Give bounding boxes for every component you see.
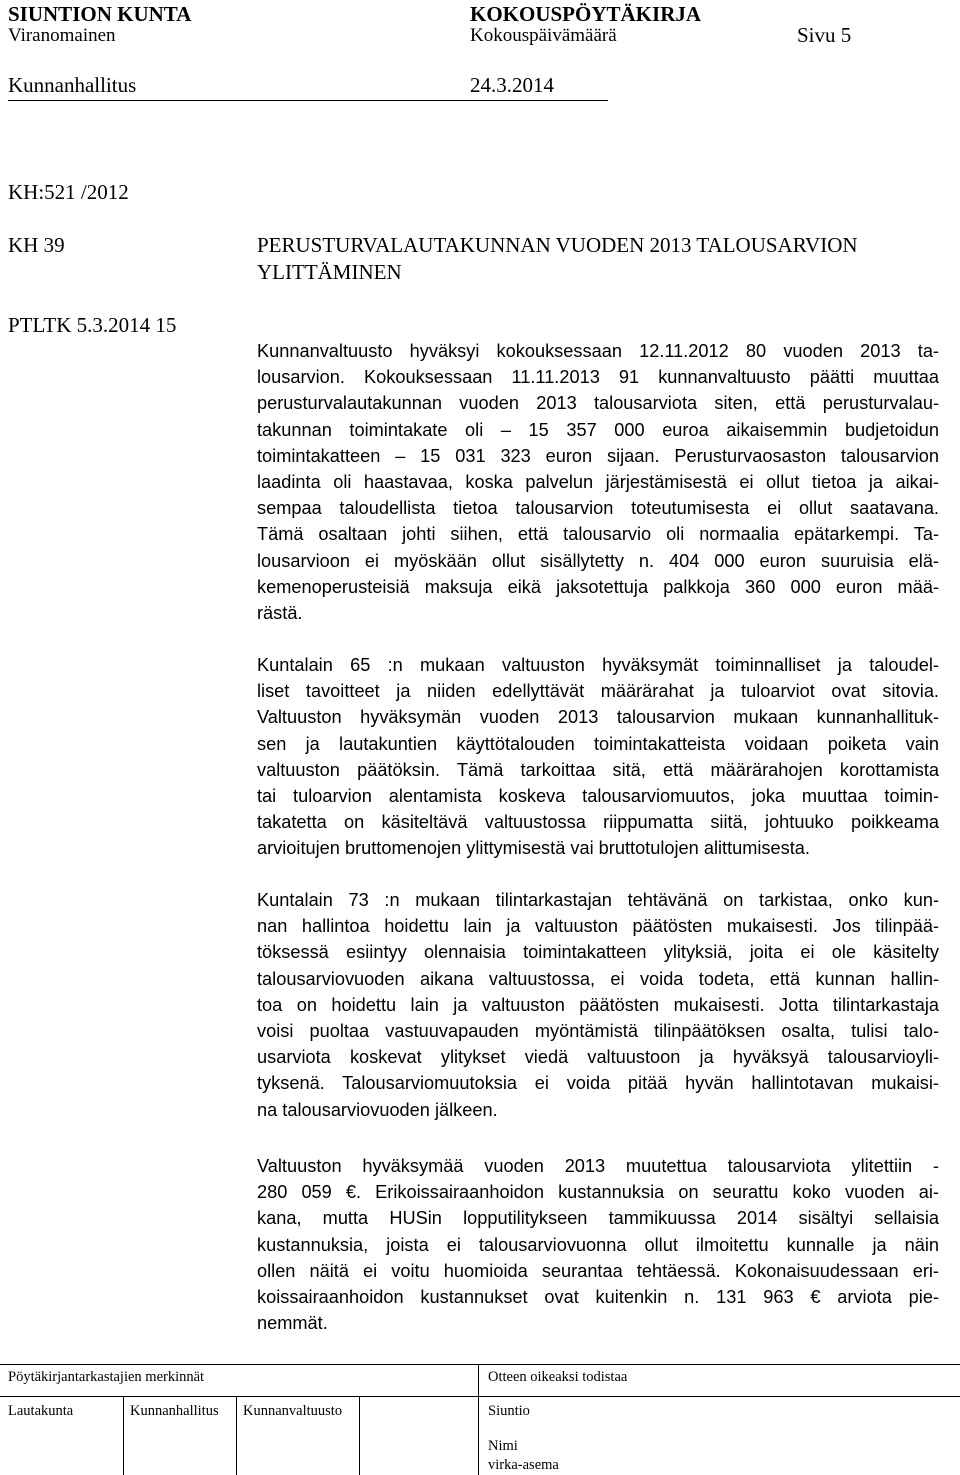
text-line: kustannuksia, joista ei talousarviovuonna ollut ilmoitettu kunnalle ja näin <box>257 1234 939 1255</box>
text-line: arvioitujen bruttomenojen ylittymisestä vai bruttotulojen alittumisesta. <box>257 838 810 859</box>
org-name: SIUNTION KUNTA <box>8 2 192 26</box>
text-line: rästä. <box>257 603 303 624</box>
header-rule <box>8 100 608 101</box>
text-line: Kunnanvaltuusto hyväksyi kokouksessaan 12.11.2012 80 vuoden 2013 ta- <box>257 341 939 361</box>
text-line: lousarvion. Kokouksessaan 11.11.2013 91 kunnanvaltuusto päätti muuttaa <box>257 367 939 388</box>
footer-mid-rule <box>0 1396 960 1397</box>
text-line: Tämä osaltaan johti siihen, että talousarvio oli normaalia epätarkempi. Ta- <box>257 524 939 545</box>
text-line: toa on hoidettu lain ja valtuuston päätösten mukaisesti. Jotta tilintarkastaja <box>257 994 939 1015</box>
paragraph-budget-history <box>257 338 939 626</box>
text-line: toimintakatteen – 15 031 323 euron sijaan. Perusturvaosaston talousarvion <box>257 445 939 466</box>
authority-label: Viranomainen <box>8 25 116 46</box>
page-number: Sivu 5 <box>797 23 852 47</box>
text-line: Valtuuston hyväksymää vuoden 2013 muutettua talousarviota ylitettiin - <box>257 1156 939 1176</box>
reviewers-label: Pöytäkirjantarkastajien merkinnät <box>8 1369 205 1385</box>
text-line: ollen näitä ei voitu huomioida seurantaa tehtäessä. Kokonaisuudessaan eri- <box>257 1260 939 1281</box>
text-line: kemenoperusteisiä maksuja eikä jaksotettuja palkkoja 360 000 euron mää- <box>257 576 939 597</box>
text-line: sen ja lautakuntien käyttötalouden toimintakatteista voidaan poiketa vain <box>257 733 939 754</box>
text-line: Kuntalain 65 :n mukaan valtuuston hyväksymät toiminnalliset ja taloudel- <box>257 655 939 675</box>
text-line: na talousarviovuoden jälkeen. <box>257 1099 498 1120</box>
kh-paragraph: KH 39 <box>8 233 65 257</box>
text-line: Valtuuston hyväksymän vuoden 2013 talousarvion mukaan kunnanhallituk- <box>257 707 939 728</box>
case-title-line2: YLITTÄMINEN <box>257 260 402 284</box>
text-line: nemmät. <box>257 1313 328 1334</box>
document-type: KOKOUSPÖYTÄKIRJA <box>470 2 702 26</box>
authority-value: Kunnanhallitus <box>8 73 137 97</box>
text-line: perusturvalautakunnan vuoden 2013 talousarviota siten, että perusturvalau- <box>257 393 939 414</box>
kh-reference: KH:521 /2012 <box>8 180 129 204</box>
text-line: 280 059 €. Erikoissairaanhoidon kustannuksia on seurattu koko vuoden ai- <box>257 1182 939 1203</box>
text-line: takatetta on käsiteltävä valtuustossa riippumatta siitä, johtuuko poikkeama <box>257 812 939 833</box>
footer-col-kunnanvaltuusto: Kunnanvaltuusto <box>243 1403 343 1419</box>
footer-name-label: Nimi <box>488 1438 518 1454</box>
paragraph-overrun <box>257 1153 939 1336</box>
text-line: töksessä esiintyy olennaisia toimintakatteen ylityksiä, joita ei ole käsitelty <box>257 942 939 963</box>
footer-col-divider-1 <box>123 1396 124 1475</box>
text-line: tai tuloarvion alentamista koskeva talousarviomuutos, joka muuttaa toimin- <box>257 786 939 807</box>
footer-col-lautakunta: Lautakunta <box>8 1403 74 1419</box>
meeting-date-value: 24.3.2014 <box>470 73 554 97</box>
text-line: tyksenä. Talousarviomuutoksia ei voida pitää hyvän hallintotavan mukaisi- <box>257 1073 939 1094</box>
footer-top-rule <box>0 1364 960 1365</box>
ptltk-paragraph: PTLTK 5.3.2014 15 <box>8 313 177 337</box>
footer-col-kunnanhallitus: Kunnanhallitus <box>130 1403 219 1419</box>
case-title-line1: PERUSTURVALAUTAKUNNAN VUODEN 2013 TALOUSARVION <box>257 233 858 257</box>
text-line: nan hallintoa hoidettu lain ja valtuuston päätösten mukaisesti. Jos tilinpää- <box>257 916 939 937</box>
meeting-date-label: Kokouspäivämäärä <box>470 25 617 46</box>
text-line: valtuuston päätöksin. Tämä tarkoittaa sitä, että määrärahojen korottamista <box>257 759 939 780</box>
footer-divider <box>478 1364 479 1475</box>
text-line: Kuntalain 73 :n mukaan tilintarkastajan tehtävänä on tarkistaa, onko kun- <box>257 890 939 910</box>
footer-col-divider-2 <box>236 1396 237 1475</box>
footer-col-divider-3 <box>359 1396 360 1475</box>
text-line: laadinta oli haastavaa, koska palvelun järjestämisestä ei ollut tietoa ja aikai- <box>257 472 939 493</box>
text-line: sempaa taloudellista tietoa talousarvion toteutumisesta ei ollut saatavana. <box>257 498 939 519</box>
footer-place: Siuntio <box>488 1403 530 1419</box>
text-line: koissairaanhoidon kustannukset ovat kuitenkin n. 131 963 € arviota pie- <box>257 1287 939 1308</box>
text-line: voisi puoltaa vastuuvapauden myöntämistä tilinpäätöksen osalta, tulisi talo- <box>257 1021 939 1042</box>
text-line: liset tavoitteet ja niiden edellyttävät määrärahat ja tuloarviot ovat sitovia. <box>257 681 939 702</box>
paragraph-kuntalaki-65 <box>257 652 939 862</box>
text-line: takunnan toimintakate oli – 15 357 000 euroa aikaisemmin budjetoidun <box>257 419 939 440</box>
text-line: lousarvioon ei myöskään ollut sisällytetty n. 404 000 euron suuruisia elä- <box>257 550 939 571</box>
text-line: kana, mutta HUSin lopputilitykseen tammikuussa 2014 sisältyi sellaisia <box>257 1208 939 1229</box>
footer-title-label: virka-asema <box>488 1457 559 1473</box>
text-line: talousarviovuoden aikana valtuustossa, ei voida todeta, että kunnan hallin- <box>257 968 939 989</box>
text-line: usarviota koskevat ylitykset viedä valtuustoon ja hyväksyä talousarvioyli- <box>257 1047 939 1068</box>
paragraph-kuntalaki-73 <box>257 887 939 1123</box>
certified-label: Otteen oikeaksi todistaa <box>488 1369 628 1385</box>
